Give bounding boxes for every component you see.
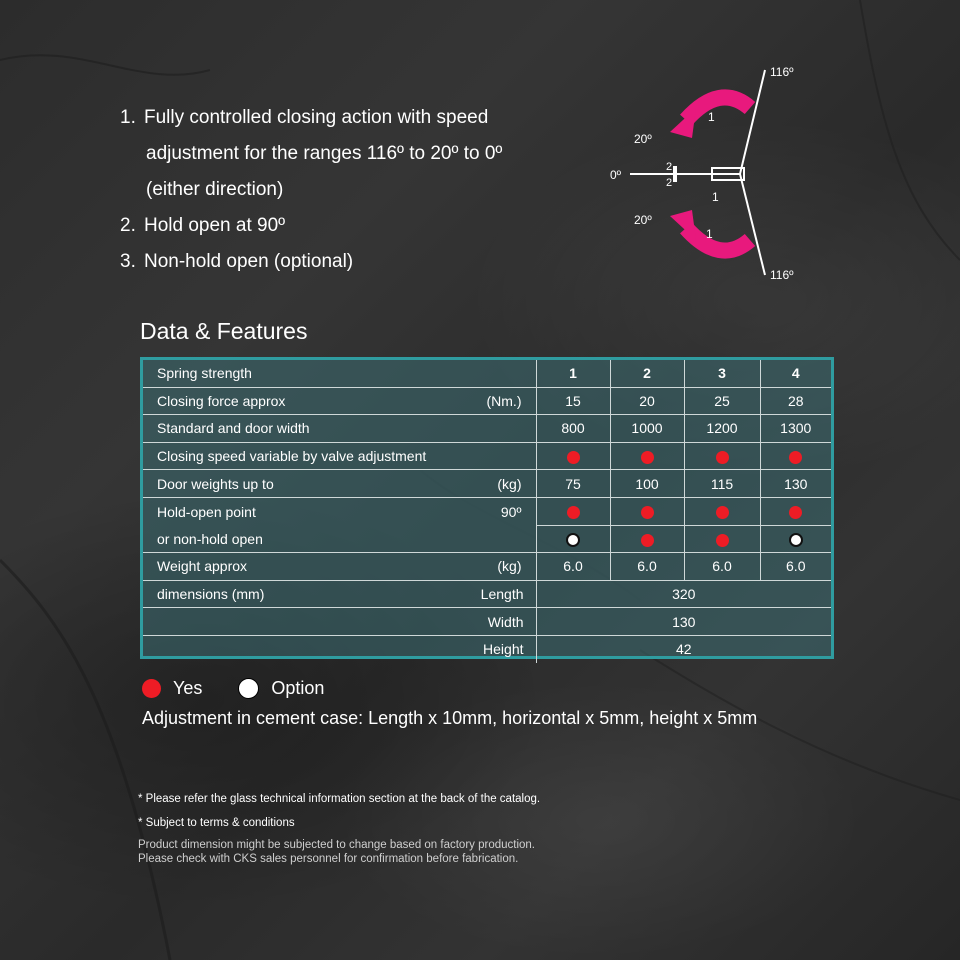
row-label: Closing force approx <box>157 392 286 409</box>
height-label: Height <box>143 635 536 662</box>
col-header: 4 <box>760 360 831 387</box>
table-row-width <box>143 608 831 636</box>
feature-number: 3. <box>120 251 136 272</box>
table-cell: 75 <box>536 470 610 498</box>
feature-item-3 <box>120 244 580 280</box>
feature-item-2 <box>120 208 580 244</box>
row-label: Weight approx <box>157 558 248 575</box>
yes-dot-icon <box>789 506 802 519</box>
table-row-length <box>143 580 831 608</box>
col-header: 1 <box>536 360 610 387</box>
yes-dot-icon <box>567 506 580 519</box>
legend-yes <box>142 678 202 699</box>
feature-item-1 <box>120 100 580 136</box>
table-row-closing-force <box>143 387 831 415</box>
row-unit: (Nm.) <box>486 392 522 409</box>
feature-number: 2. <box>120 215 136 236</box>
row-label: Door weights up to <box>157 475 274 492</box>
row-unit: (kg) <box>497 475 522 492</box>
length-value: 320 <box>536 580 831 608</box>
data-features-table <box>140 357 834 659</box>
yes-dot-icon <box>641 534 654 547</box>
yes-dot-icon <box>716 451 729 464</box>
col-header: 3 <box>684 360 760 387</box>
table-cell: 6.0 <box>536 553 610 581</box>
table-row-closing-speed <box>143 442 831 470</box>
yes-dot-icon <box>716 534 729 547</box>
yes-dot-icon <box>641 451 654 464</box>
table-row-non-hold <box>143 525 831 553</box>
row-label: Closing speed variable by valve adjustment <box>143 442 536 470</box>
feature-item-1-line-3: (either direction) <box>146 179 284 200</box>
option-dot-icon <box>789 533 803 547</box>
yes-dot-icon <box>641 506 654 519</box>
legend <box>142 678 360 699</box>
door-stop <box>673 166 677 182</box>
footnote-1: * Please refer the glass technical information section at the back of the catalog. <box>138 793 541 805</box>
table-row-door-weight <box>143 470 831 498</box>
table-cell: 20 <box>610 387 684 415</box>
door-swing-diagram <box>600 60 820 290</box>
table-cell: 15 <box>536 387 610 415</box>
feature-text: Fully controlled closing action with speed <box>144 107 489 128</box>
yes-dot-icon <box>142 679 161 698</box>
footnote-3: Product dimension might be subjected to change based on factory production. <box>138 839 535 851</box>
row-unit: (kg) <box>497 558 522 575</box>
row-unit: 90º <box>500 503 522 520</box>
angle-20-bottom: 20º <box>634 213 652 227</box>
stop-label-2-top: 2 <box>666 161 673 173</box>
table-cell: 800 <box>536 415 610 443</box>
width-label: Width <box>143 608 536 636</box>
row-label: Spring strength <box>143 360 536 387</box>
legend-option <box>238 678 324 699</box>
yes-dot-icon <box>716 506 729 519</box>
table-cell: 6.0 <box>684 553 760 581</box>
col-header: 2 <box>610 360 684 387</box>
table-cell: 130 <box>760 470 831 498</box>
closer-label-1: 1 <box>712 190 719 204</box>
option-dot-icon <box>238 678 259 699</box>
arrow-label-1-top: 1 <box>708 110 715 124</box>
table-row-weight <box>143 553 831 581</box>
table-cell: 25 <box>684 387 760 415</box>
table-cell: 28 <box>760 387 831 415</box>
dimensions-label: dimensions (mm) <box>157 586 265 603</box>
option-dot-icon <box>566 533 580 547</box>
angle-label-bottom: 116º <box>770 268 794 282</box>
legend-option-label: Option <box>271 678 325 698</box>
stop-label-2-bottom: 2 <box>666 177 673 189</box>
table-row-door-width <box>143 415 831 443</box>
footnotes <box>138 792 540 866</box>
feature-number: 1. <box>120 107 136 128</box>
legend-yes-label: Yes <box>173 678 203 698</box>
feature-item-1-line-2: adjustment for the ranges 116º to 20º to 0º <box>146 143 503 164</box>
table-cell: 100 <box>610 470 684 498</box>
door-line-bottom <box>740 174 765 275</box>
row-label: Standard and door width <box>143 415 536 443</box>
length-label: Length <box>480 586 524 603</box>
footnote-4: Please check with CKS sales personnel for confirmation before fabrication. <box>138 853 519 865</box>
section-title: Data & Features <box>140 318 308 344</box>
width-value: 130 <box>536 608 831 636</box>
table-cell: 6.0 <box>610 553 684 581</box>
row-label: or non-hold open <box>143 525 536 553</box>
table-cell: 1000 <box>610 415 684 443</box>
angle-20-top: 20º <box>634 132 652 146</box>
arrow-label-1-bottom: 1 <box>706 227 713 241</box>
feature-list <box>120 100 580 280</box>
table-row-hold-open <box>143 497 831 525</box>
height-value: 42 <box>675 641 692 658</box>
yes-dot-icon <box>789 451 802 464</box>
angle-zero: 0º <box>610 168 622 182</box>
yes-dot-icon <box>567 451 580 464</box>
door-line-top <box>740 70 765 174</box>
table-cell: 115 <box>684 470 760 498</box>
table-row-spring <box>143 360 831 387</box>
table-row-height <box>143 635 831 662</box>
footnote-2: * Subject to terms & conditions <box>138 817 295 829</box>
table-cell: 6.0 <box>760 553 831 581</box>
row-label: Hold-open point <box>157 503 256 520</box>
feature-text: Hold open at 90º <box>144 215 286 236</box>
table-cell: 1200 <box>684 415 760 443</box>
angle-label-top: 116º <box>770 65 794 79</box>
adjustment-note: Adjustment in cement case: Length x 10mm, horizontal x 5mm, height x 5mm <box>142 708 758 728</box>
feature-text: Non-hold open (optional) <box>144 251 354 272</box>
table-cell: 1300 <box>760 415 831 443</box>
